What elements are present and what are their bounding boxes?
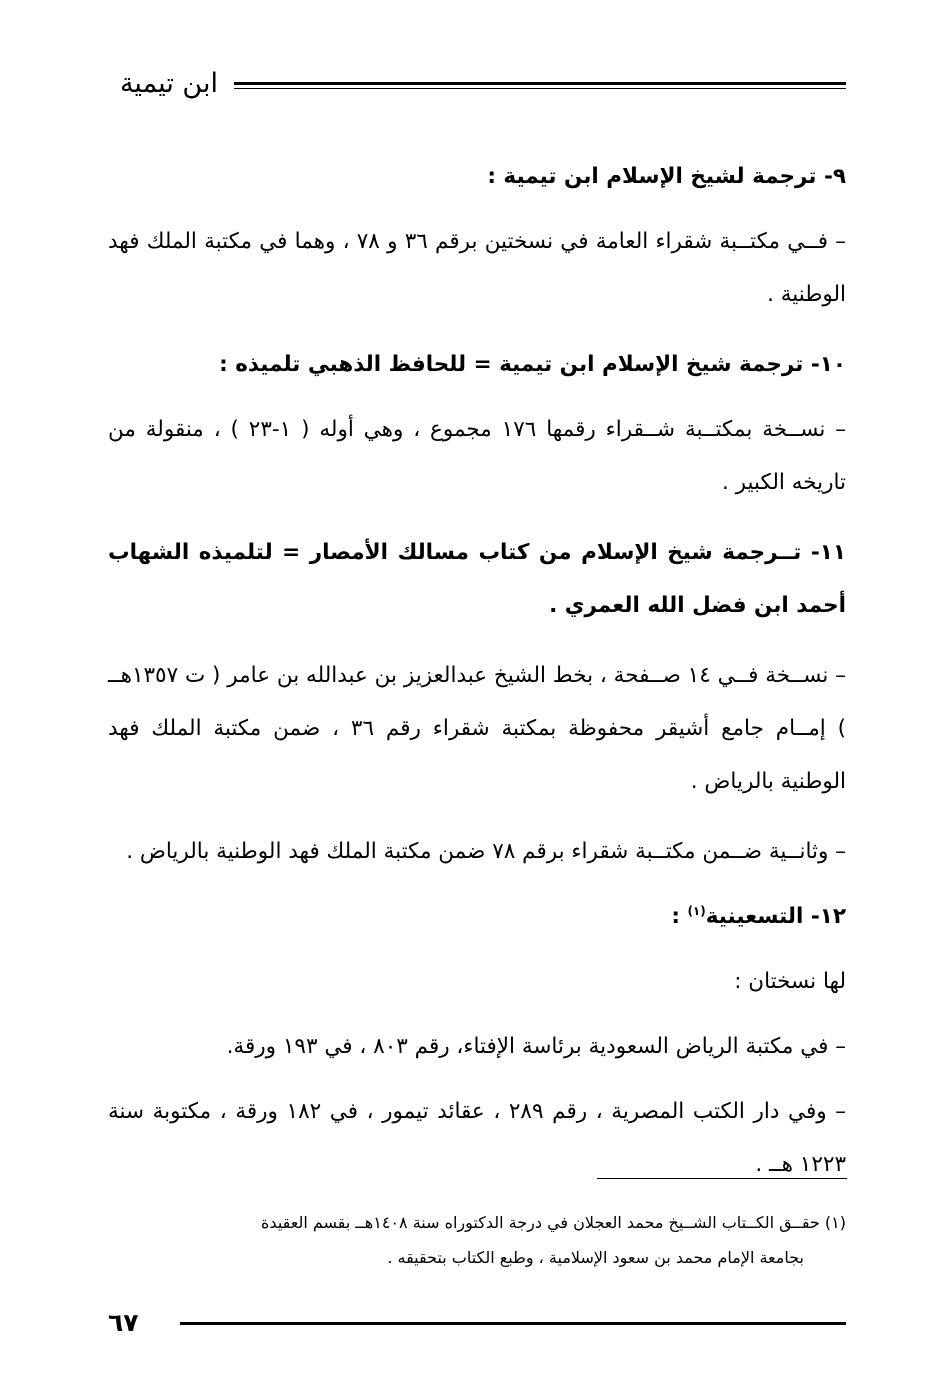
running-header: [108, 62, 846, 108]
entry-11-text-1: – نســخة فــي ١٤ صــفحة ، بخط الشيخ عبدالعزيز بن عبدالله بن عامر ( ت ١٣٥٧هــ ) إمــام جامع أشيقر محفوظة بمكتبة شقراء رقم ٣٦ ، ضمن مكتبة الملك فهد الوطنية بالرياض .: [108, 663, 847, 794]
footer-rule: [180, 1322, 846, 1325]
entry-9-text: – فــي مكتــبة شقراء العامة في نسختين برقم ٣٦ و ٧٨ ، وهما في مكتبة الملك فهد الوطنية .: [108, 229, 846, 307]
entry-11-heading: ١١- تــرجمة شيخ الإسلام من كتاب مسالك الأمصار = لتلميذه الشهاب أحمد ابن فضل الله العمري .: [108, 540, 846, 618]
entry-10-heading: ١٠- ترجمة شيخ الإسلام ابن تيمية = للحافظ الذهبي تلميذه :: [219, 352, 846, 377]
entry-12-heading-main: ١٢- التسعينية: [705, 904, 846, 929]
header-rule: [234, 82, 846, 89]
footnote-line-2: بجامعة الإمام محمد بن سعود الإسلامية ، وطبع الكتاب بتحقيقه .: [387, 1248, 804, 1267]
footnote-separator: [597, 1178, 847, 1179]
footnote-line-1: (١) حقــق الكــتاب الشــيخ محمد العجلان في درجة الدكتوراه سنة ١٤٠٨هــ بقسم العقيدة: [261, 1213, 846, 1232]
footnote-ref: (١): [687, 903, 706, 918]
header-title: ابن تيمية: [119, 68, 218, 99]
entry-12-copy-2: – وفي دار الكتب المصرية ، رقم ٢٨٩ ، عقائد تيمور ، في ١٨٢ ورقة ، مكتوبة سنة ١٢٢٣ هــ .: [108, 1099, 846, 1177]
footnote: [108, 1205, 846, 1275]
entry-9-heading: ٩- ترجمة لشيخ الإسلام ابن تيمية :: [487, 164, 846, 189]
entry-12-intro: لها نسختان :: [734, 969, 846, 994]
page-number: ٦٧: [108, 1308, 139, 1337]
entry-12-heading-end: :: [671, 904, 688, 929]
main-text: [108, 150, 846, 1208]
entry-12-heading: [108, 890, 846, 943]
entry-10-text: – نســخة بمكتــبة شــقراء رقمها ١٧٦ مجموع ، وهي أوله ( ١-٢٣ ) ، منقولة من تاريخه الكبير .: [108, 417, 847, 495]
page-footer: [108, 1308, 846, 1348]
entry-11-text-2: – وثانــية ضــمن مكتــبة شقراء برقم ٧٨ ضمن مكتبة الملك فهد الوطنية بالرياض .: [126, 839, 846, 864]
entry-12-copy-1: – في مكتبة الرياض السعودية برئاسة الإفتاء، رقم ٨٠٣ ، في ١٩٣ ورقة.: [226, 1034, 846, 1059]
